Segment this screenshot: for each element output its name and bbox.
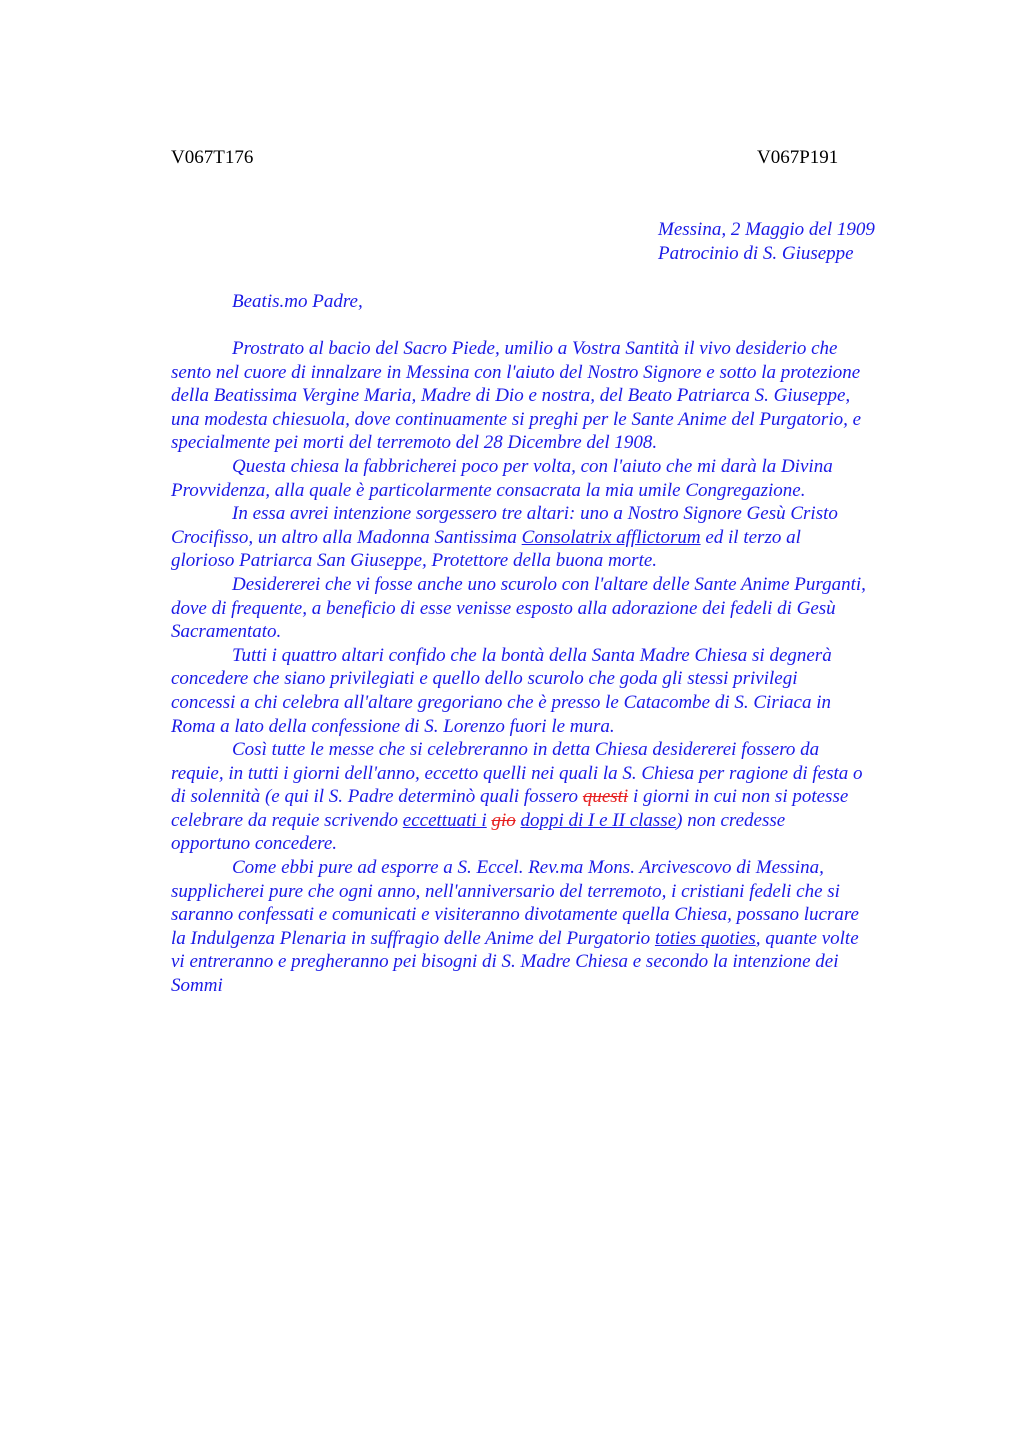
salutation: Beatis.mo Padre, [232, 291, 363, 312]
underlined-phrase: doppi di I e II classe [520, 809, 677, 831]
text-line [171, 809, 931, 833]
text-line: opportuno concedere. [171, 833, 338, 855]
place-date: Messina, 2 Maggio del 1909 [658, 219, 875, 240]
text-fragment: ) non credesse [676, 809, 786, 831]
paragraph-2 [171, 455, 931, 502]
text-fragment: , quante volte [755, 927, 859, 949]
text-line: Come ebbi pure ad esporre a S. Eccel. Rev.ma Mons. Arcivescovo di Messina, [232, 857, 824, 879]
text-fragment: i giorni in cui non si potesse [628, 786, 849, 808]
text-line: dove di frequente, a beneficio di esse venisse esposto alla adorazione dei fedeli di Gesù [171, 597, 836, 619]
document-code-right: V067P191 [757, 147, 839, 168]
paragraph-3 [171, 502, 931, 573]
text-line: requie, in tutti i giorni dell'anno, eccetto quelli nei quali la S. Chiesa per ragione di festa o [171, 762, 863, 784]
text-fragment: celebrare da requie scrivendo [171, 809, 403, 831]
letter-body [171, 337, 931, 998]
underlined-phrase: toties quoties [654, 927, 756, 949]
text-line [171, 785, 931, 809]
text-line: Roma a lato della confessione di S. Lorenzo fuori le mura. [171, 715, 615, 737]
paragraph-4 [171, 573, 931, 644]
text-line: saranno confessati e comunicati e visiteranno divotamente quella Chiesa, possano lucrare [171, 904, 859, 926]
feast-day: Patrocinio di S. Giuseppe [658, 243, 854, 264]
paragraph-1 [171, 337, 931, 455]
text-line [171, 526, 931, 550]
paragraph-5 [171, 644, 931, 738]
text-line: Così tutte le messe che si celebreranno in detta Chiesa desidererei fossero da [232, 739, 820, 761]
struck-word: gio [491, 809, 516, 831]
text-fragment: Crocifisso, un altro alla Madonna Santissima [171, 526, 522, 548]
struck-word: questi [582, 786, 629, 808]
text-line: supplicherei pure che ogni anno, nell'anniversario del terremoto, i cristiani fedeli che si [171, 880, 840, 902]
text-fragment: la Indulgenza Plenaria in suffragio delle Anime del Purgatorio [171, 927, 655, 949]
text-line: Provvidenza, alla quale è particolarmente consacrata la mia umile Congregazione. [171, 479, 806, 501]
text-line: Desidererei che vi fosse anche uno scurolo con l'altare delle Sante Anime Purganti, [232, 573, 866, 595]
text-fragment: ed il terzo al [700, 526, 801, 548]
text-fragment: di solennità (e qui il S. Padre determinò quali fossero [171, 786, 583, 808]
text-line: In essa avrei intenzione sorgessero tre altari: uno a Nostro Signore Gesù Cristo [232, 503, 838, 525]
text-line: concessi a chi celebra all'altare gregoriano che è presso le Catacombe di S. Ciriaca in [171, 691, 831, 713]
text-line: Tutti i quattro altari confido che la bontà della Santa Madre Chiesa si degnerà [232, 644, 832, 666]
text-line: sento nel cuore di innalzare in Messina con l'aiuto del Nostro Signore e sotto la protezione [171, 361, 861, 383]
text-line: Sommi [171, 975, 223, 997]
text-line: una modesta chiesuola, dove continuamente si preghi per le Sante Anime del Purgatorio, e [171, 408, 862, 430]
paragraph-7 [171, 856, 931, 998]
dateline [658, 218, 875, 266]
text-line: Questa chiesa la fabbricherei poco per volta, con l'aiuto che mi darà la Divina [232, 455, 833, 477]
text-line: specialmente pei morti del terremoto del 28 Dicembre del 1908. [171, 432, 658, 454]
underlined-phrase: Consolatrix afflictorum [521, 526, 701, 548]
text-line: vi entreranno e pregheranno pei bisogni di S. Madre Chiesa e secondo la intenzione dei [171, 951, 839, 973]
text-line: Prostrato al bacio del Sacro Piede, umilio a Vostra Santità il vivo desiderio che [232, 338, 838, 359]
text-line: della Beatissima Vergine Maria, Madre di Dio e nostra, del Beato Patriarca S. Giuseppe, [171, 385, 851, 407]
paragraph-6 [171, 738, 931, 856]
text-line: Sacramentato. [171, 621, 282, 643]
underlined-phrase: eccettuati i [402, 809, 487, 831]
text-line [171, 927, 931, 951]
text-line: glorioso Patriarca San Giuseppe, Protettore della buona morte. [171, 550, 658, 572]
document-code-left: V067T176 [171, 147, 254, 168]
text-line: concedere che siano privilegiati e quello dello scurolo che goda gli stessi privilegi [171, 668, 798, 690]
